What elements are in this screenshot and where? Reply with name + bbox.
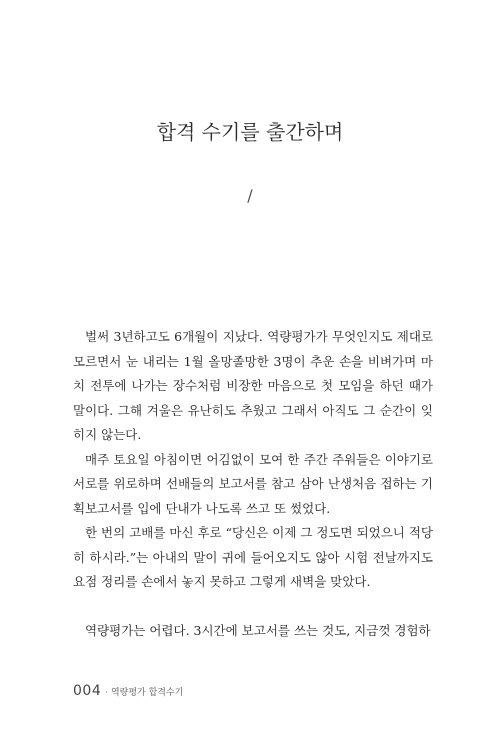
chapter-title: 합격 수기를 출간하며 [156, 120, 344, 144]
title-separator: / [247, 186, 253, 205]
running-head: · 역량평가 합격수기 [105, 688, 184, 698]
paragraph: 벌써 3년하고도 6개월이 지났다. 역량평가가 무엇인지도 제대로 모르면서 눈 내리는 1월 올망졸망한 3명이 추운 손을 비벼가며 마치 전투에 나가는 장수처럼 비장한 마음으로 첫 모임을 하던 때가 말이다. 그해 겨울은 유난히도 추웠고 그래서 아직도 그 순간이 잊히지 않는다. [73, 329, 433, 442]
paragraph: 한 번의 고배를 마신 후로 “당신은 이제 그 정도면 되었으니 적당히 하시라.”는 아내의 말이 귀에 들어오지도 않아 시험 전날까지도 요점 정리를 손에서 놓지 못하고 그렇게 새벽을 맞았다. [73, 525, 434, 589]
page-number: 004 [73, 683, 102, 699]
paragraph: 매주 토요일 아침이면 어김없이 모여 한 주간 주워들은 이야기로 서로를 위로하며 선배들의 보고서를 참고 삼아 난생처음 접하는 기획보고서를 입에 단내가 나도록 쓰고 또 썼었다. [73, 451, 433, 516]
body-text [73, 325, 433, 644]
paragraph: 역량평가는 어렵다. 3시간에 보고서를 쓰는 것도, 지금껏 경험하 [85, 623, 431, 638]
page-footer [73, 683, 183, 699]
